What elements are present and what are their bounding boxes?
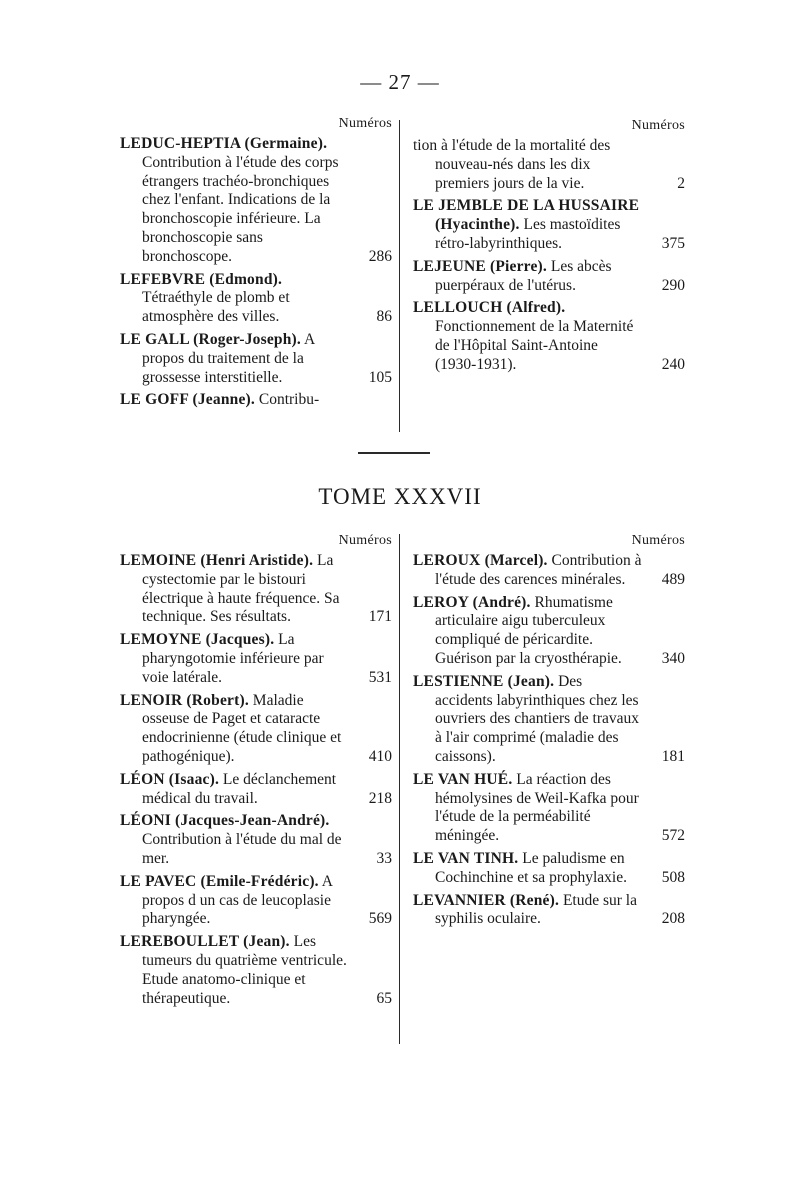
author-name: LESTIENNE (Jean). [413,672,555,690]
entry-number: 105 [368,368,392,386]
thesis-title: La pharyngotomie inférieure par voie latérale. [142,631,324,686]
author-name: LEROUX (Marcel). [413,552,548,569]
entry-number: 508 [661,868,685,886]
author-name: LEMOYNE (Jacques). [120,631,275,649]
index-entry [413,258,685,296]
author-name: LE GALL (Roger-Joseph). [120,330,301,348]
thesis-title: tion à l'étude de la mortalité des nouveau-nés dans les dix premiers jours de la vie. [413,137,611,192]
column-header: Numéros [338,533,392,548]
entry-number: 218 [368,789,392,807]
author-name: LÉONI (Jacques-Jean-André). [120,812,330,830]
thesis-title: Etude sur la syphilis oculaire. [435,891,637,928]
thesis-title: Les tumeurs du quatrième ventricule. Etude anatomo-clinique et thérapeutique. [142,933,347,1007]
thesis-title: Des accidents labyrinthiques chez les ouvriers des chantiers de travaux à l'air comprimé (maladie des caissons). [435,672,640,765]
entry-number: 208 [661,910,685,928]
author-name: LEROY (André). [413,593,531,611]
index-entry [413,673,685,767]
entry-number: 290 [661,276,685,294]
entry-number: 240 [661,355,685,373]
thesis-title: Contribution à l'étude du mal de mer. [142,831,342,867]
entry-number: 65 [376,989,392,1007]
index-entry [120,135,392,267]
index-column-left-2 [120,533,392,1012]
entry-number: 181 [661,747,685,765]
entry-number: 531 [368,668,392,686]
author-name: LEFEBVRE (Edmond). [120,270,283,288]
thesis-title: A propos du traitement de la grossesse interstitielle. [142,330,315,386]
index-entry [413,594,685,669]
author-name: LEJEUNE (Pierre). [413,257,547,275]
thesis-title: Contribution à l'étude des carences minérales. [435,552,642,588]
index-column-right-1 [413,118,685,379]
column-header: Numéros [631,118,685,133]
thesis-title: Tétraéthyle de plomb et atmosphère des villes. [142,289,290,326]
index-entry [413,137,685,193]
index-entry [120,873,392,929]
author-name: LEVANNIER (René). [413,891,560,909]
entry-number: 33 [376,849,392,867]
index-entry [120,331,392,387]
index-entry [120,271,392,327]
thesis-title: Le paludisme en Cochinchine et sa prophylaxie. [435,849,627,886]
entry-number: 375 [661,234,685,252]
thesis-title: A propos d un cas de leucoplasie pharyngée. [142,872,333,928]
index-entry [413,771,685,846]
author-name: LENOIR (Robert). [120,691,249,709]
index-entry [413,552,685,590]
author-name: LE VAN TINH. [413,849,519,867]
column-divider [399,534,400,1044]
thesis-title: La réaction des hémolysines de Weil-Kafka pour l'étude de la perméabilité méningée. [435,770,639,845]
entry-number: 340 [661,649,685,667]
entry-number: 86 [376,308,392,326]
author-name: LE GOFF (Jeanne). [120,391,255,409]
column-header: Numéros [338,116,392,131]
entry-number: 171 [368,608,392,626]
index-entry [413,197,685,253]
section-divider [358,452,430,454]
index-entry [120,933,392,1008]
index-entry [120,771,392,809]
index-column-left-1 [120,116,392,414]
entry-number: 489 [661,570,685,588]
index-entry [120,552,392,627]
index-entry [413,299,685,374]
thesis-title: Contribution à l'étude des corps étrangers trachéo-bronchiques chez l'enfant. Indications de la bronchoscopie inférieure. La bronchoscopie sans bronchoscope. [142,153,339,265]
index-entry [413,850,685,888]
index-entry [120,631,392,687]
author-name: LEDUC-HEPTIA (Germaine). [120,135,328,152]
author-name: LEMOINE (Henri Aristide). [120,552,314,569]
author-name: LEREBOULLET (Jean). [120,933,290,951]
entry-number: 2 [677,174,685,192]
tome-title: TOME XXXVII [318,484,482,509]
thesis-title: Rhumatisme articulaire aigu tuberculeux compliqué de péricardite. Guérison par la cryosthérapie. [435,593,622,667]
thesis-title: La cystectomie par le bistouri électrique à haute fréquence. Sa technique. Ses résultats. [142,552,340,626]
thesis-title: Les abcès puerpéraux de l'utérus. [435,257,612,294]
index-entry [120,692,392,767]
column-divider [399,120,400,432]
thesis-title: Contribu- [258,391,320,409]
column-header: Numéros [631,533,685,548]
thesis-title: Les mastoïdites rétro-labyrinthiques. [435,216,621,252]
entry-number: 572 [661,827,685,845]
index-entry [120,812,392,868]
author-name: LE PAVEC (Emile-Frédéric). [120,872,319,890]
page-number: — 27 — [360,70,440,94]
author-name: LELLOUCH (Alfred). [413,299,566,317]
entry-number: 286 [368,247,392,265]
author-name: LE JEMBLE DE LA HUSSAIRE (Hyacinthe). [413,197,640,234]
index-entry [413,892,685,930]
index-column-right-2 [413,533,685,933]
thesis-title: Fonctionnement de la Maternité de l'Hôpital Saint-Antoine (1930-1931). [435,318,634,373]
entry-number: 410 [368,747,392,765]
entry-number: 569 [368,910,392,928]
index-entry [120,391,392,410]
thesis-title: Le déclanchement médical du travail. [142,770,337,807]
thesis-title: Maladie osseuse de Paget et cataracte endocrinienne (étude clinique et pathogénique). [142,691,342,765]
author-name: LÉON (Isaac). [120,770,220,788]
author-name: LE VAN HUÉ. [413,770,513,788]
